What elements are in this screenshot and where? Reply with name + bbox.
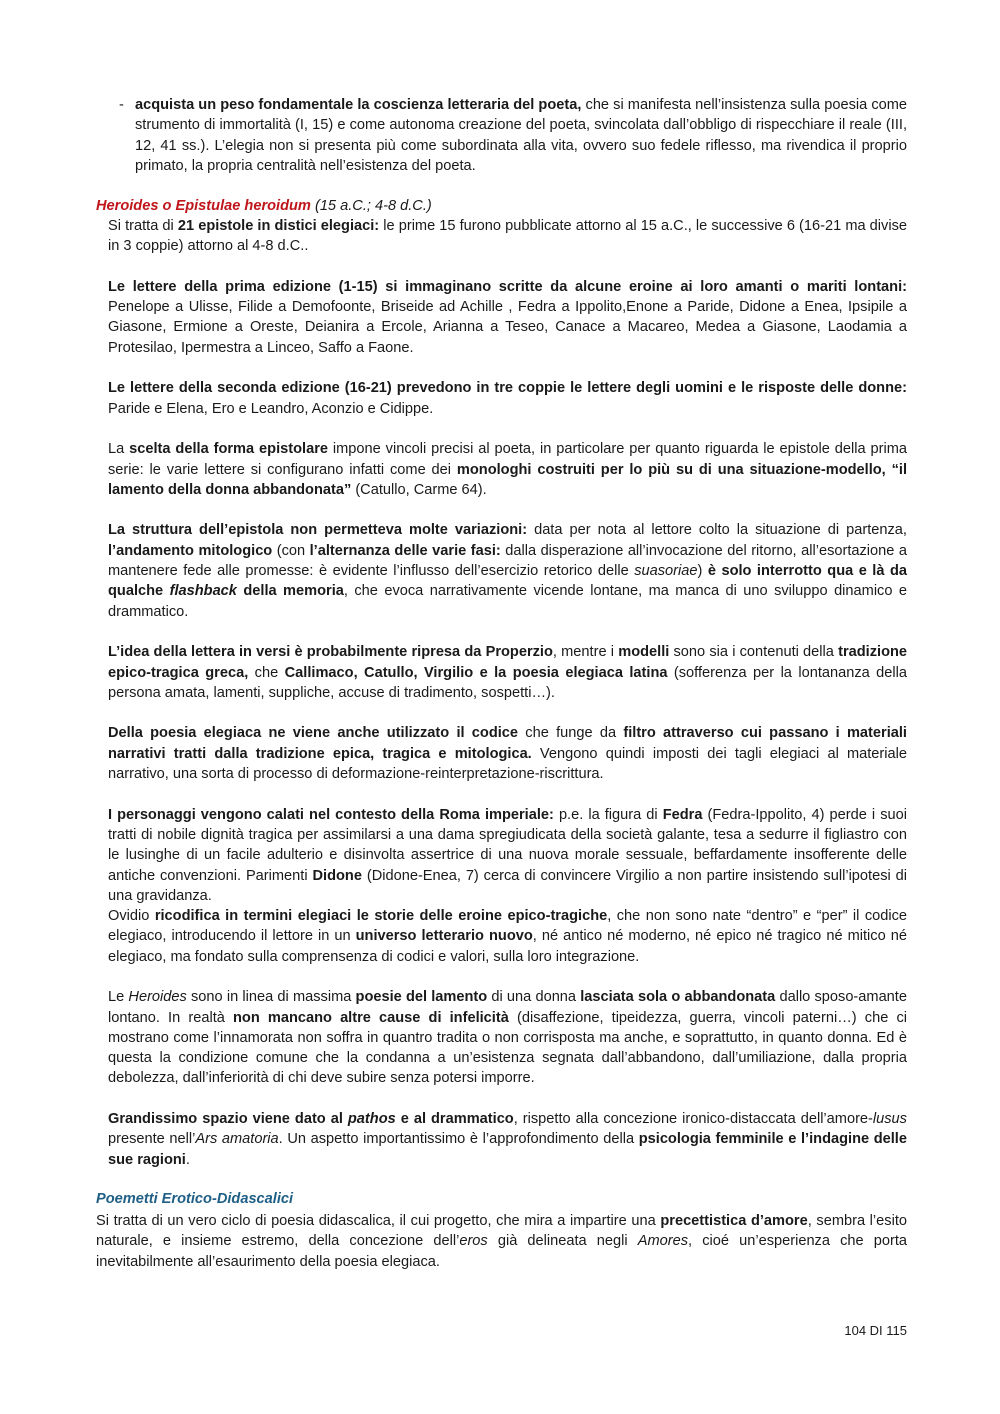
italic-run: Amores [637,1233,689,1250]
text-run: (Didone-Enea, 7) cerca di convincere Virgilio a non partire insistendo sull’ipotesi di una gravidanza. [108,867,907,904]
bold-run: Le lettere della seconda edizione (16-21) prevedono in tre coppie le lettere degli uomini e le risposte delle donne: [108,380,907,397]
heroides-heading [96,196,432,216]
text-run: , mentre i [552,644,619,661]
bullet-dash: - [119,97,124,113]
bold-run: precettistica d’amore [660,1213,808,1229]
text-run: (con [272,542,310,559]
text-run: , né antico né moderno, né epico né tragico né mitico né elegiaco, ma fondato sulla comprensenza di codici e valori, sulla loro integrazione. [108,928,907,965]
italic-run: Heroides [128,989,187,1006]
bold-run: scelta della forma epistolare [129,441,328,458]
text-run: Si tratta di un vero ciclo di poesia didascalica, il cui progetto, che mira a impartire una [96,1213,661,1229]
text-run: (Catullo, Carme 64). [351,481,487,498]
bold-run: L’idea della lettera in versi è probabilmente ripresa da Properzio [108,644,553,661]
heroides-paragraph-5 [108,520,907,621]
bold-run: Didone [312,867,362,884]
bold-run: l’andamento mitologico [108,542,273,559]
bold-run: Fedra [662,806,703,823]
italic-run: Ars amatoria [195,1131,279,1148]
bold-run: è solo interrotto qua e là da qualche [108,563,908,600]
heroides-paragraph-7 [108,723,907,784]
page-number: 104 DI 115 [844,1323,907,1338]
text-run: (disaffezione, tipeidezza, guerra, vincoli paterni…) che ci mostrano come l’innamorata non soffra in quantro tradita o non corrisposta ma anche, e soprattutto, in quanto donna. Ed è questa la condizione comune che la condanna a un’esistenza segnata dall’abbandono, dall’umiliazione, dalla propria debolezza, dall’inferiorità di chi deve subire senza potersi imporre. [108,1009,907,1087]
text-run: , che non sono nate “dentro” e “per” il codice elegiaco, introducendo il lettore in un [108,908,908,945]
text-run: Penelope a Ulisse, Filide a Demofoonte, Briseide ad Achille , Fedra a Ippolito,Enone a Paride, Didone a Enea, Ipsipile a Giasone, Ermione a Oreste, Deianira a Ercole, Arianna a Teseo, Canace a Macareo, Medea a Giasone, Laodamia a Protesilao, Ipermestra a Linceo, Saffo a Faone. [108,299,907,356]
text-run: dalla disperazione all’invocazione del ritorno, all’esortazione a mantenere fede alle promesse: è evidente l’influsso dell’esercizio retorico delle [108,542,908,580]
bold-run: universo letterario nuovo [355,928,533,945]
text-run: La [108,441,130,458]
text-run: p.e. la figura di [553,806,663,823]
heroides-paragraph-6 [108,642,907,703]
italic-run: eros [459,1233,488,1250]
text-run: . [185,1151,190,1168]
text-run: sono sia i contenuti della [669,644,839,661]
bold-run: Callimaco, Catullo, Virgilio e la poesia elegiaca latina [284,664,668,681]
bold-run: I personaggi vengono calati nel contesto della Roma imperiale: [108,806,554,823]
bold-run: psicologia femminile e l’indagine delle sue ragioni [108,1131,907,1168]
text-run: Vengono quindi imposti dei tagli elegiaci al materiale narrativo, una sorta di processo di deformazione-reinterpretazione-riscrittura. [108,745,907,783]
text-run: , che evoca narrativamente vicende lontane, ma manca di uno sviluppo dinamico e drammatico. [108,583,908,620]
heroides-body [108,216,907,1170]
bold-run: della memoria [236,583,344,600]
heroides-paragraph-8 [108,805,907,906]
text-run: Ovidio [108,908,155,925]
heroides-paragraph-4 [108,439,907,500]
poemetti-body [96,1211,907,1272]
bold-run: lasciata sola o abbandonata [580,989,776,1006]
text-run: le prime 15 furono pubblicate attorno al 15 a.C., le successive 6 (16-21 ma divise in 3 coppie) attorno al 4-8 d.C.. [108,218,907,255]
bold-italic-run: pathos [347,1111,396,1128]
heroides-title: Heroides o Epistulae heroidum [96,198,311,214]
text-run: Le [108,989,129,1006]
poemetti-paragraph-1 [96,1211,907,1272]
text-run: , rispetto alla concezione ironico-distaccata dell’amore- [513,1111,873,1128]
text-run: che [248,664,285,681]
text-run: di una donna [487,989,581,1006]
bullet-bold-text: acquista un peso fondamentale la coscienza letteraria del poeta, [135,97,582,113]
bold-run: Le lettere della prima edizione (1-15) si immaginano scritte da alcune eroine ai loro amanti o mariti lontani: [108,278,907,295]
bold-run: e al drammatico [395,1111,514,1128]
text-run: (sofferenza per la lontananza della persona amata, lamenti, suppliche, accuse di tradimento, sospetti…). [108,664,907,701]
italic-run: suasoriae [634,563,698,580]
bold-run: tradizione epico-tragica greca, [108,644,908,681]
text-run: già delineata negli [487,1233,638,1250]
text-run: impone vincoli precisi al poeta, in particolare per quanto riguarda le epistole della prima serie: le varie lettere si configurano infatti come dei [108,441,907,478]
heroides-paragraph-2 [108,277,907,358]
bullet-text: che si manifesta nell’insistenza sulla poesia come strumento di immortalità (I, 15) e come autonoma creazione del poeta, svincolata dall’obbligo di rispecchiare il reale (III, 12, 41 ss.). L’elegia non si presenta più come subordinata alla vita, ovvero suo fedele riflesso, ma rivendica il proprio primato, la propria centralità nell’esistenza del poeta. [135,97,908,174]
poemetti-heading: Poemetti Erotico-Didascalici [96,1191,294,1207]
bold-run: non mancano altre cause di infelicità [233,1009,509,1026]
bold-run: monologhi costruiti per lo più su di una situazione-modello, “il lamento della donna abbandonata” [108,461,907,498]
bold-run: Grandissimo spazio viene dato al [108,1111,348,1128]
text-run: data per nota al lettore colto la situazione di partenza, [527,522,907,539]
text-run: , sembra l’esito naturale, e insieme estremo, della concezione dell’ [96,1213,907,1250]
bold-run: modelli [618,644,670,661]
text-run: dallo sposo-amante lontano. In realtà [108,989,907,1026]
bold-run: 21 epistole in distici elegiaci: [177,218,380,234]
heroides-paragraph-9 [108,906,907,967]
heroides-paragraph-3 [108,378,907,419]
text-run: . Un aspetto importantissimo è l’approfondimento della [278,1131,639,1148]
text-run: (Fedra-Ippolito, 4) perde i suoi tratti di nobile dignità tragica per assimilarsi a una dama spregiudicata della società galante, tesa a sedurre il figliastro con le lusinghe di un facile adulterio e disinvolta assertrice di una nuova morale sessuale, beffardamente insofferente delle antiche convenzioni. Parimenti [108,806,907,884]
bold-run: ricodifica in termini elegiaci le storie delle eroine epico-tragiche [154,908,608,925]
italic-run: lusus [872,1111,907,1128]
text-run: sono in linea di massima [186,989,356,1006]
text-run: presente nell’ [108,1131,196,1148]
bold-run: l’alternanza delle varie fasi: [309,542,501,559]
text-run: Si tratta di [108,218,178,234]
bullet-paragraph [119,95,908,176]
text-run: che funge da [518,725,624,742]
heroides-paragraph-11 [108,1109,907,1170]
bold-run: filtro attraverso cui passano i materiali narrativi tratti dalla tradizione epica, tragica e mitologica. [108,725,907,762]
bold-italic-run: flashback [169,583,237,600]
heroides-paragraph-10 [108,987,907,1088]
bold-run: Della poesia elegiaca ne viene anche utilizzato il codice [108,725,519,742]
text-run: , cioé un’esperienza che porta inevitabilmente all’esaurimento della poesia elegiaca. [96,1233,908,1270]
bold-run: poesie del lamento [355,989,488,1006]
bold-run: La struttura dell’epistola non permetteva molte variazioni: [108,522,528,539]
heroides-dates: (15 a.C.; 4-8 d.C.) [310,198,432,214]
text-run: ) [697,563,708,580]
heroides-paragraph-1 [108,216,907,257]
text-run: Paride e Elena, Ero e Leandro, Aconzio e Cidippe. [108,400,434,417]
